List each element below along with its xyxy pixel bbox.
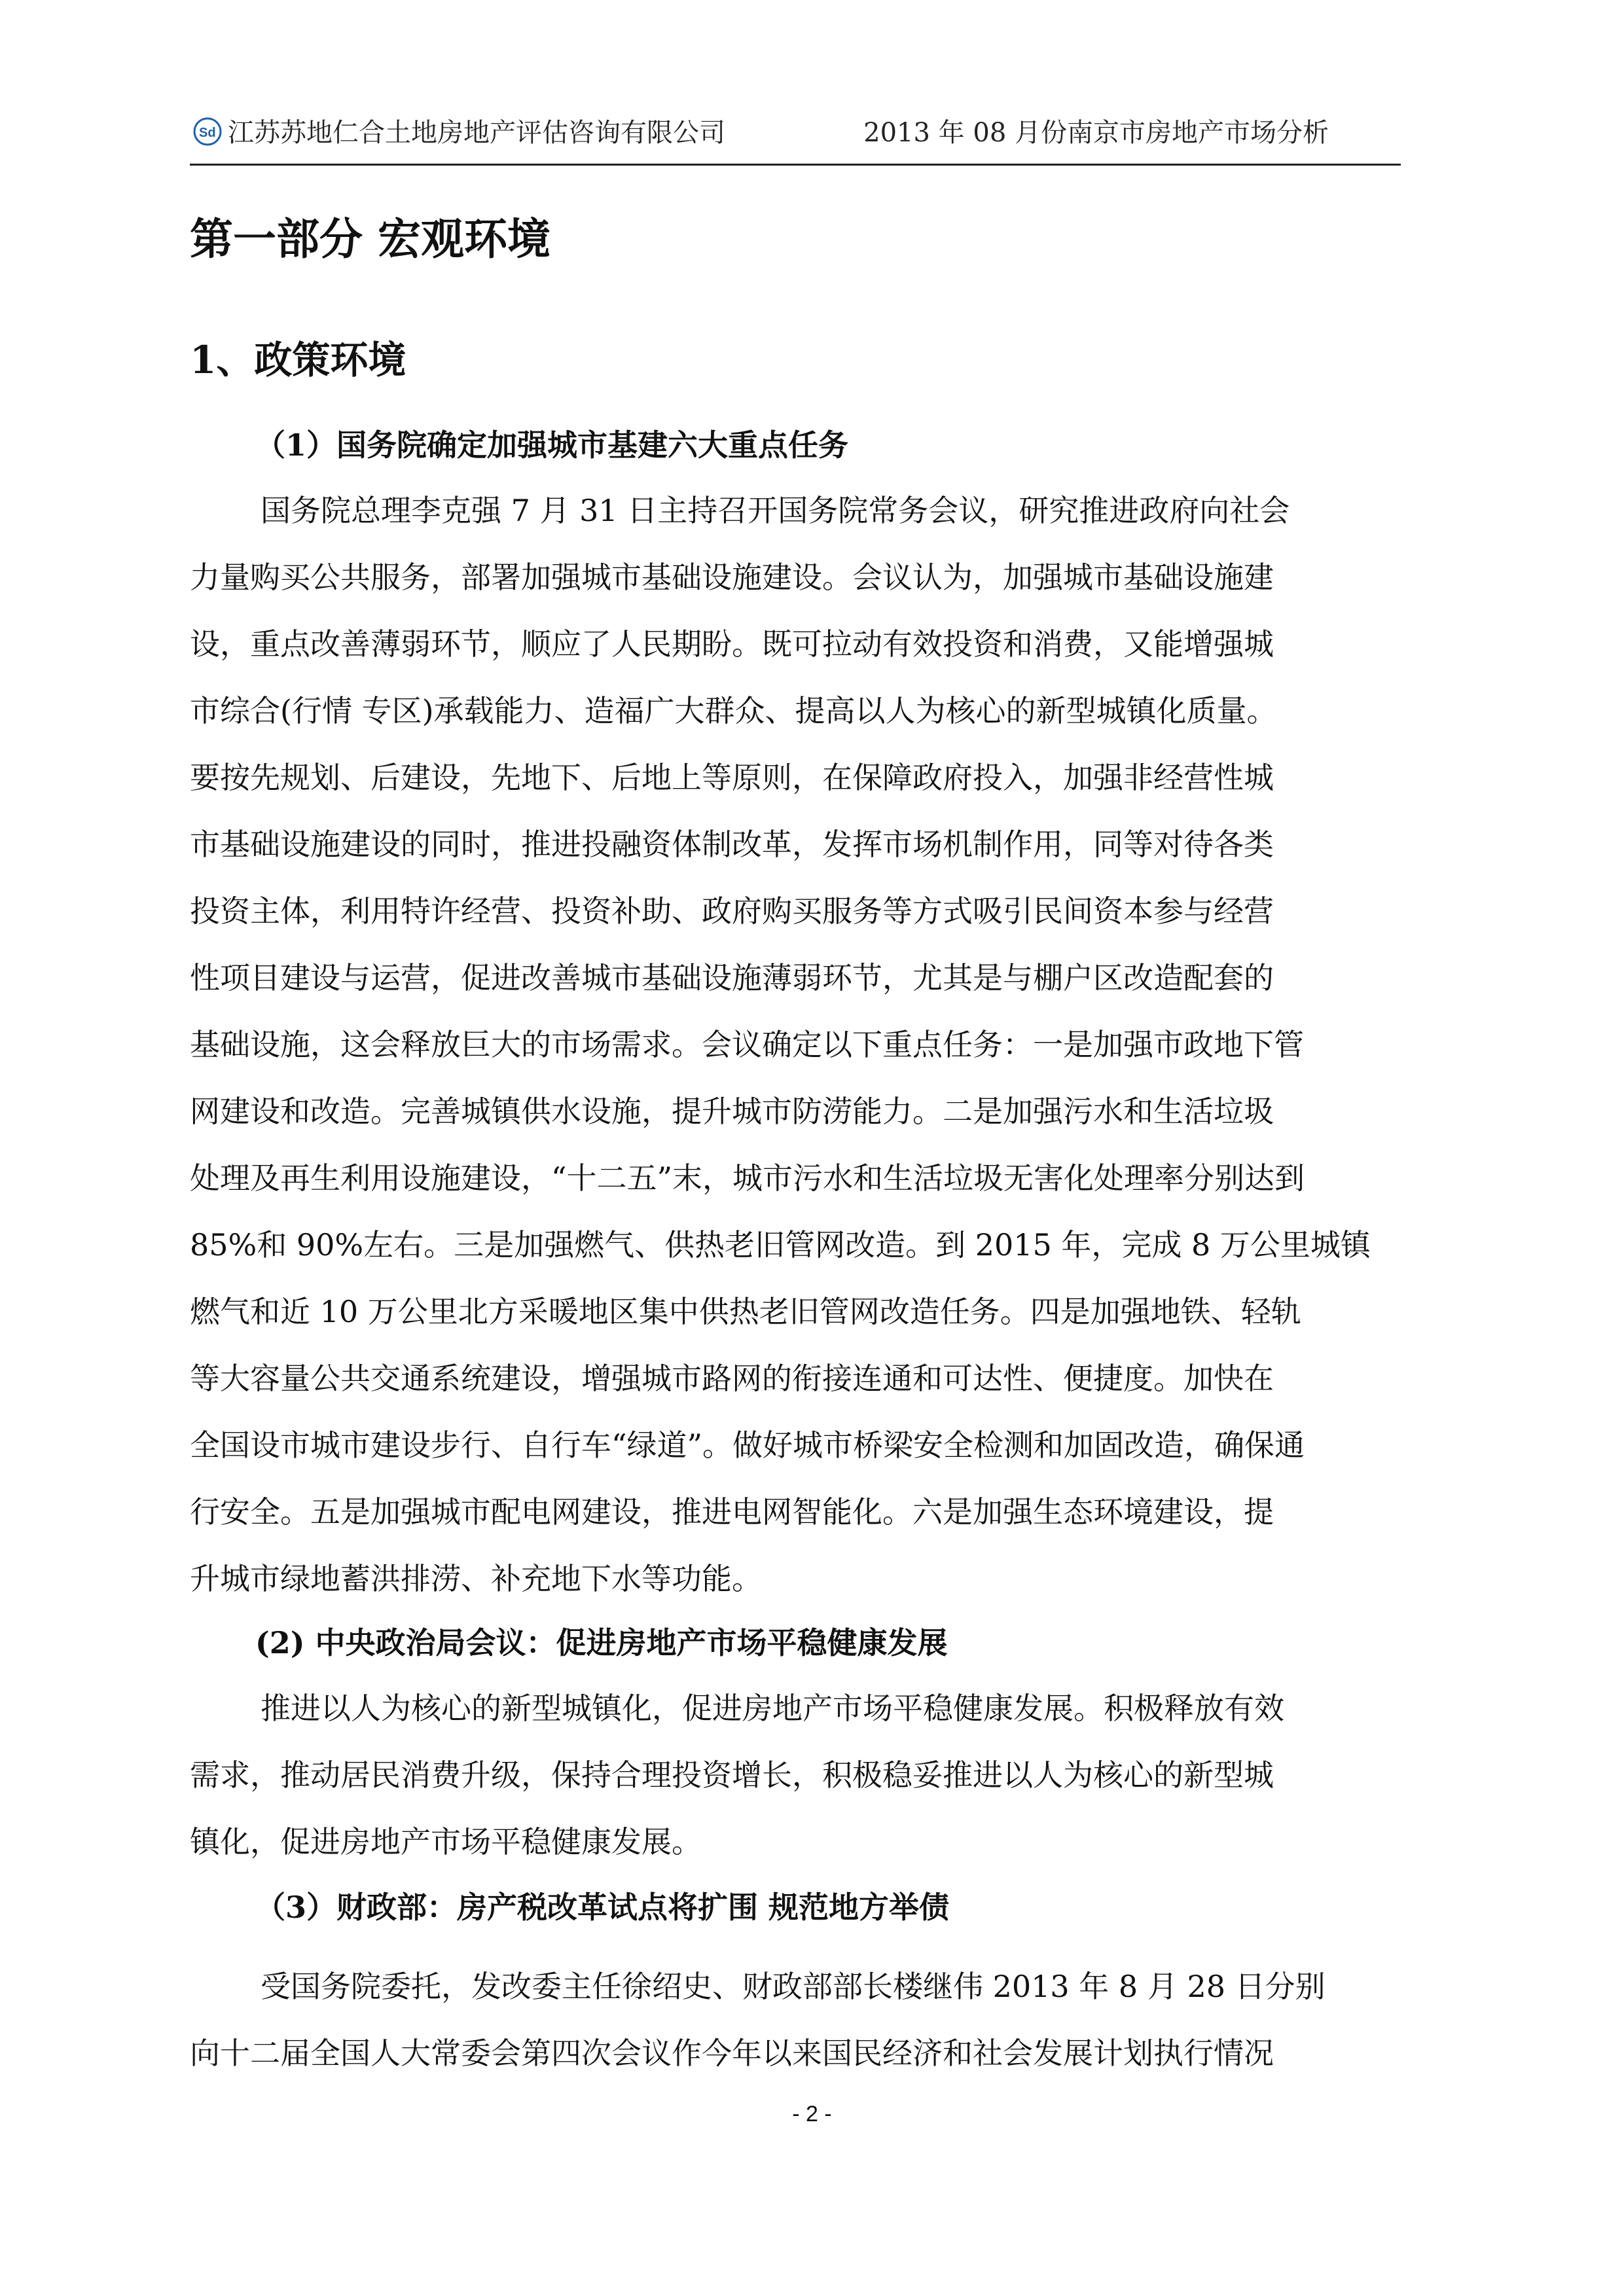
paragraph-line: 向十二届全国人大常委会第四次会议作今年以来国民经济和社会发展计划执行情况 — [190, 2036, 1274, 2071]
section-title: 1、政策环境 — [190, 338, 406, 382]
paragraph-line: 性项目建设与运营，促进改善城市基础设施薄弱环节，尤其是与棚户区改造配套的 — [190, 960, 1274, 996]
paragraph-line: 国务院总理李克强 7 月 31 日主持召开国务院常务会议，研究推进政府向社会 — [261, 493, 1290, 528]
paragraph-line: 推进以人为核心的新型城镇化，促进房地产市场平稳健康发展。积极释放有效 — [261, 1691, 1284, 1726]
paragraph-line: 等大容量公共交通系统建设，增强城市路网的衔接连通和可达性、便捷度。加快在 — [190, 1361, 1274, 1396]
svg-text:Sd: Sd — [199, 126, 216, 140]
paragraph-line: 升城市绿地蓄洪排涝、补充地下水等功能。 — [190, 1561, 762, 1596]
report-title: 2013 年 08 月份南京市房地产市场分析 — [863, 118, 1329, 148]
paragraph-line: 需求，推动居民消费升级，保持合理投资增长，积极稳妥推进以人为核心的新型城 — [190, 1757, 1274, 1793]
subsection-1-title: （1）国务院确定加强城市基建六大重点任务 — [255, 427, 849, 463]
paragraph-line: 投资主体，利用特许经营、投资补助、政府购买服务等方式吸引民间资本参与经营 — [190, 893, 1274, 929]
paragraph-line: 市基础设施建设的同时，推进投融资体制改革，发挥市场机制作用，同等对待各类 — [190, 827, 1274, 862]
subsection-2-title: (2) 中央政治局会议：促进房地产市场平稳健康发展 — [255, 1625, 948, 1660]
paragraph-line: 受国务院委托，发改委主任徐绍史、财政部部长楼继伟 2013 年 8 月 28 日分别 — [261, 1969, 1326, 2004]
paragraph-line: 85%和 90%左右。三是加强燃气、供热老旧管网改造。到 2015 年，完成 8 万公里城镇 — [190, 1227, 1371, 1263]
company-logo-icon — [192, 117, 223, 147]
paragraph-line: 行安全。五是加强城市配电网建设，推进电网智能化。六是加强生态环境建设，提 — [190, 1494, 1274, 1530]
paragraph-line: 镇化，促进房地产市场平稳健康发展。 — [190, 1824, 702, 1859]
paragraph-line: 处理及再生利用设施建设，“十二五”末，城市污水和生活垃圾无害化处理率分别达到 — [190, 1160, 1305, 1196]
paragraph-line: 设，重点改善薄弱环节，顺应了人民期盼。既可拉动有效投资和消费，又能增强城 — [190, 626, 1274, 662]
paragraph-line: 网建设和改造。完善城镇供水设施，提升城市防涝能力。二是加强污水和生活垃圾 — [190, 1094, 1274, 1129]
part-title: 第一部分 宏观环境 — [190, 213, 550, 264]
paragraph-line: 燃气和近 10 万公里北方采暖地区集中供热老旧管网改造任务。四是加强地铁、轻轨 — [190, 1294, 1301, 1329]
company-name: 江苏苏地仁合土地房地产评估咨询有限公司 — [228, 118, 725, 148]
paragraph-line: 基础设施，这会释放巨大的市场需求。会议确定以下重点任务：一是加强市政地下管 — [190, 1027, 1304, 1062]
paragraph-line: 要按先规划、后建设，先地下、后地上等原则，在保障政府投入，加强非经营性城 — [190, 760, 1274, 795]
paragraph-line: 力量购买公共服务，部署加强城市基础设施建设。会议认为，加强城市基础设施建 — [190, 560, 1274, 595]
subsection-3-title: （3）财政部：房产税改革试点将扩围 规范地方举债 — [255, 1890, 950, 1925]
page-number: - 2 - — [792, 2102, 832, 2126]
paragraph-line: 全国设市城市建设步行、自行车“绿道”。做好城市桥梁安全检测和加固改造，确保通 — [190, 1427, 1305, 1463]
page-header — [190, 105, 1401, 166]
paragraph-line: 市综合(行情 专区)承载能力、造福广大群众、提高以人为核心的新型城镇化质量。 — [190, 693, 1277, 728]
